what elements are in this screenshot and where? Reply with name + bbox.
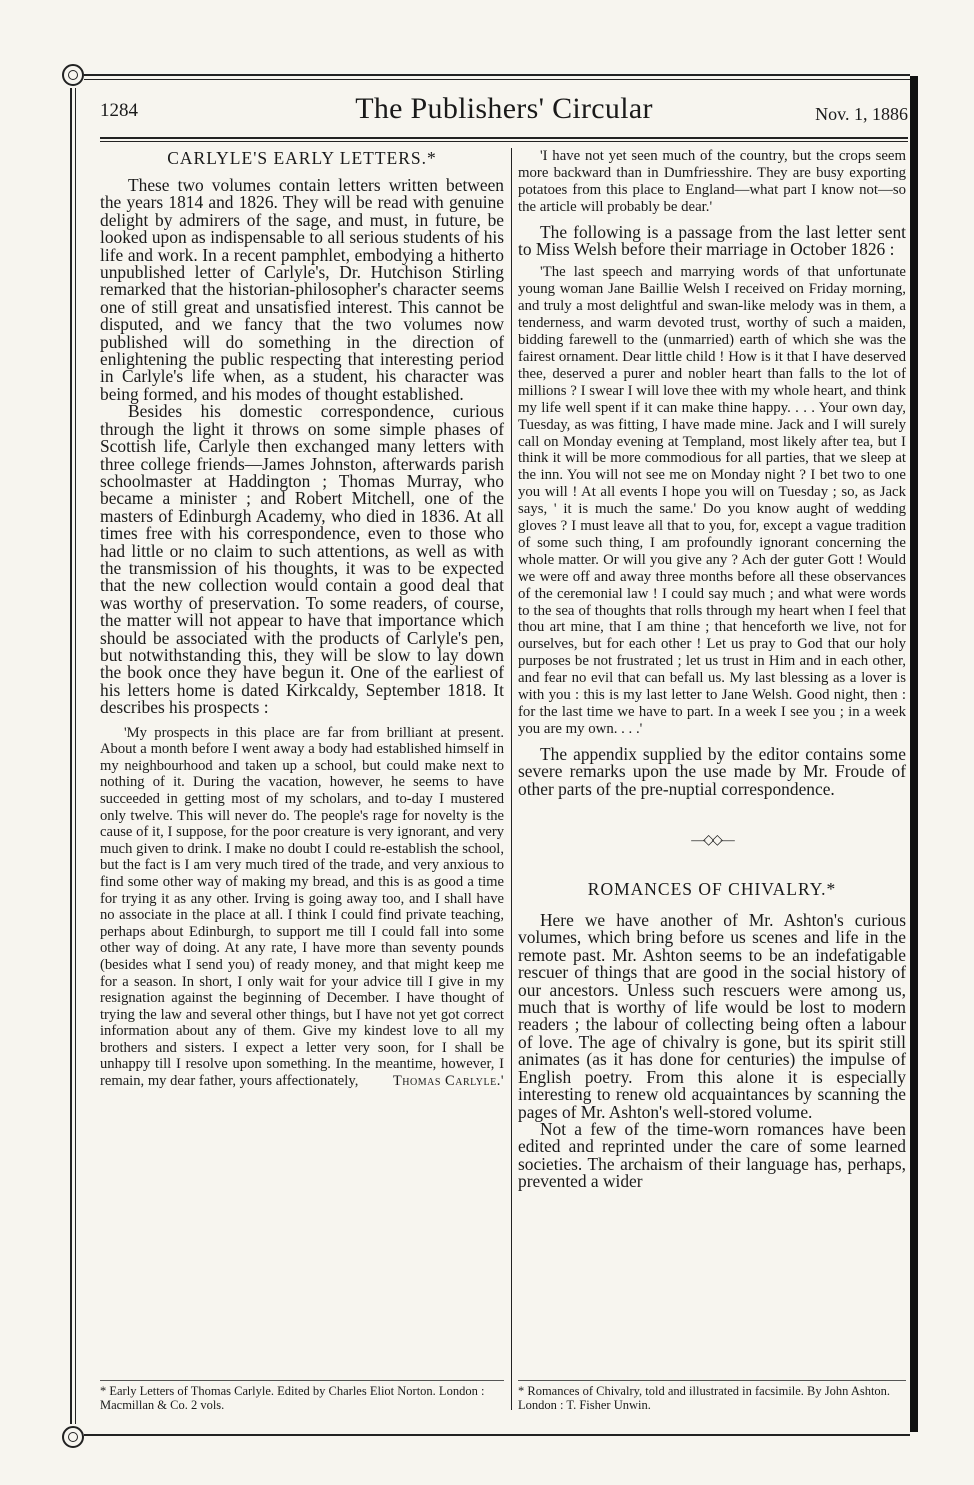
column-divider — [511, 148, 512, 1410]
footnote-rule-left — [100, 1380, 504, 1381]
article-title-carlyle: CARLYLE'S EARLY LETTERS.* — [167, 148, 437, 168]
footnote-rule-right — [518, 1380, 906, 1381]
carlyle-signature: Thomas Carlyle.' — [392, 1073, 504, 1090]
top-border-rule-inner — [84, 79, 910, 80]
carlyle-paragraph-4: The appendix supplied by the editor contains some severe remarks upon the use made by Mr. Froude of other parts of the pre-nuptial correspondence. — [518, 743, 906, 799]
right-column — [518, 148, 906, 1191]
bottom-border-rule — [84, 1434, 910, 1436]
romances-paragraph-1: Here we have another of Mr. Ashton's curious volumes, which bring before us scenes and life in the remote past. Mr. Ashton seems to be an indefatigable rescuer of things that are good in the social history of our ancestors. Unless such rescuers were among us, much that is worthy of life would be lost to modern readers ; the labour of collecting being often a labour of love. The age of chivalry is gone, but its spirit still animates (as it has done for centuries) the impulse of English poetry. From this alone it is especially interesting to renew old acquaintances by scanning the pages of Mr. Ashton's well-stored volume. — [518, 910, 906, 1122]
carlyle-letter-text: 'My prospects in this place are far from brilliant at present. About a month before I went away a body had established himself in my neighbourhood and taken up a school, but could make next to nothing of it. During the vacation, however, he seems to have succeeded in getting most of my scholars, and to-day I mustered only twelve. This will never do. The people's rage for novelty is the cause of it, I suppose, for the poor creature is very ignorant, and very much given to drink. I make no doubt I could re-establish the school, but the fact is I am very much tired of the trade, and very anxious to find some other way of making my bread, and this is as good a time for trying it as any other. Irving is going away too, and I shall have no associate in the place at all. I think I could find private teaching, perhaps about Edinburgh, to support me till I could fall into some other way of doing. At any rate, I have more than seventy pounds (besides what I send you) of ready money, and that might keep me for a season. In short, I only wait for your advice till I give in my resignation against the beginning of December. I have thought of trying the law and several other things, but I have not yet got correct information about any of them. Give my kindest love to all my brothers and sisters. I expect a letter very soon, for I shall be unhappy till I resolve upon something. In the meantime, however, I remain, my dear father, yours affectionately, — [100, 724, 504, 1090]
publication-title: The Publishers' Circular — [355, 92, 653, 125]
right-border-bar — [910, 76, 918, 1432]
romances-paragraph-2: Not a few of the time-worn romances have been edited and reprinted under the care of some learned societies. The archaism of their language has, perhaps, prevented a wider — [518, 1118, 906, 1192]
carlyle-footnote: * Early Letters of Thomas Carlyle. Edited by Charles Eliot Norton. London : Macmillan & Co. 2 vols. — [100, 1384, 485, 1412]
carlyle-letter-continuation: 'I have not yet seen much of the country, but the crops seem more backward than in Dumfriesshire. They are busy exporting potatoes from this place to England—what part I know not—so the article will probably be dear.' — [518, 148, 906, 215]
right-footnote-block — [518, 1384, 906, 1412]
header-rule-thin — [100, 141, 908, 142]
corner-ornament-bottom-icon — [62, 1426, 84, 1448]
top-border-rule — [84, 74, 910, 76]
header-rule — [100, 137, 908, 139]
carlyle-paragraph-3: The following is a passage from the last letter sent to Miss Welsh before their marriage in October 1826 : — [518, 221, 906, 260]
left-border-rule-inner — [75, 88, 76, 1424]
article-separator: —◇◇— — [691, 833, 733, 849]
article-title-romances: ROMANCES OF CHIVALRY.* — [587, 879, 837, 900]
welsh-letter-quote: 'The last speech and marrying words of that unfortunate young woman Jane Baillie Welsh I received on Friday morning, and truly a most delightful and swan-like melody was in them, a tenderness, and warm devoted trust, worthy of such a maiden, bidding farewell to the (unmarried) earth of which she was the fairest ornament. Dear little child ! How is it that I have deserved thee, deserved a purer and nobler heart than falls to the lot of millions ? I swear I will love thee with my whole heart, and think my life well spent if it can make thine happy. . . . Your own day, Tuesday, as was fitting, I have made mine. Jack and I will surely call on Monday evening at Templand, most likely after tea, but I think it will be more commodious for all parties, that we sleep at the inn. You will not see me on Monday night ? I bet two to one you will ! At all events I hope you will on Tuesday ; so, as Jack says, ' it is much the same.' Do you know aught of wedding gloves ? I must leave all that to you, for, except a vague tradition of some such thing, I am profoundly ignorant concerning the whole matter. Or will you give any ? Ach der guter Gott ! Would we were off and away three months before all these observances of the ceremonial law ! I could say much ; and what were words to the sea of thoughts that rolls through my heart when I feel that thou art mine, that I am thine ; that henceforth we live, not for ourselves, but for each other ! Let us pray to God that our holy purposes be not frustrated ; let us trust in Him and in each other, and fear no evil that can befall us. My last blessing as a lover is with you : this is my last letter to Jane Welsh. Good night, then : for the last time we have to part. In a week I see you ; in a week you are my own. . . .' — [518, 264, 906, 737]
romances-footnote: * Romances of Chivalry, told and illustrated in facsimile. By John Ashton. London : T. Fisher Unwin. — [518, 1384, 891, 1412]
left-footnote-block — [100, 1384, 504, 1412]
running-header — [100, 92, 908, 136]
corner-ornament-top-icon — [62, 64, 84, 86]
page-number: 1284 — [100, 100, 138, 121]
left-column — [100, 148, 504, 1090]
carlyle-paragraph-2: Besides his domestic correspondence, curious through the light it throws on some simple phases of Scottish life, Carlyle then exchanged many letters with three college friends—James Johnston, afterwards parish schoolmaster at Haddington ; Thomas Murray, who became a minister ; and Robert Mitchell, one of the masters of Edinburgh Academy, who died in 1836. At all times free with his correspondence, even to those who had little or no claim to such attentions, as well as with the transmission of his thoughts, it was to be expected that the new collection would contain a good deal that was worthy of preservation. To some readers, of course, the matter will not appear to have that importance which should be associated with the products of Carlyle's pen, but notwithstanding this, they will be slow to lay down the book once they have begun it. One of the earliest of his letters home is dated Kirkcaldy, September 1818. It describes his prospects : — [100, 401, 504, 718]
issue-date: Nov. 1, 1886 — [815, 104, 908, 124]
carlyle-letter-quote — [100, 725, 504, 1090]
carlyle-paragraph-1: These two volumes contain letters written between the years 1814 and 1826. They will be read with genuine delight by admirers of the sage, and must, in future, be looked upon as indispensable to all serious students of his life and work. In a recent pamphlet, embodying a hitherto unpublished letter of Carlyle's, Dr. Hutchison Stirling remarked that the historian-philosopher's character seems one of still great and unsatisfied interest. This cannot be disputed, and we fancy that the two volumes now published will do something in the direction of enlightening the public respecting that interesting period in Carlyle's life when, as a student, his character was being formed, and his modes of thought established. — [100, 175, 504, 404]
left-border-rule — [70, 88, 72, 1424]
